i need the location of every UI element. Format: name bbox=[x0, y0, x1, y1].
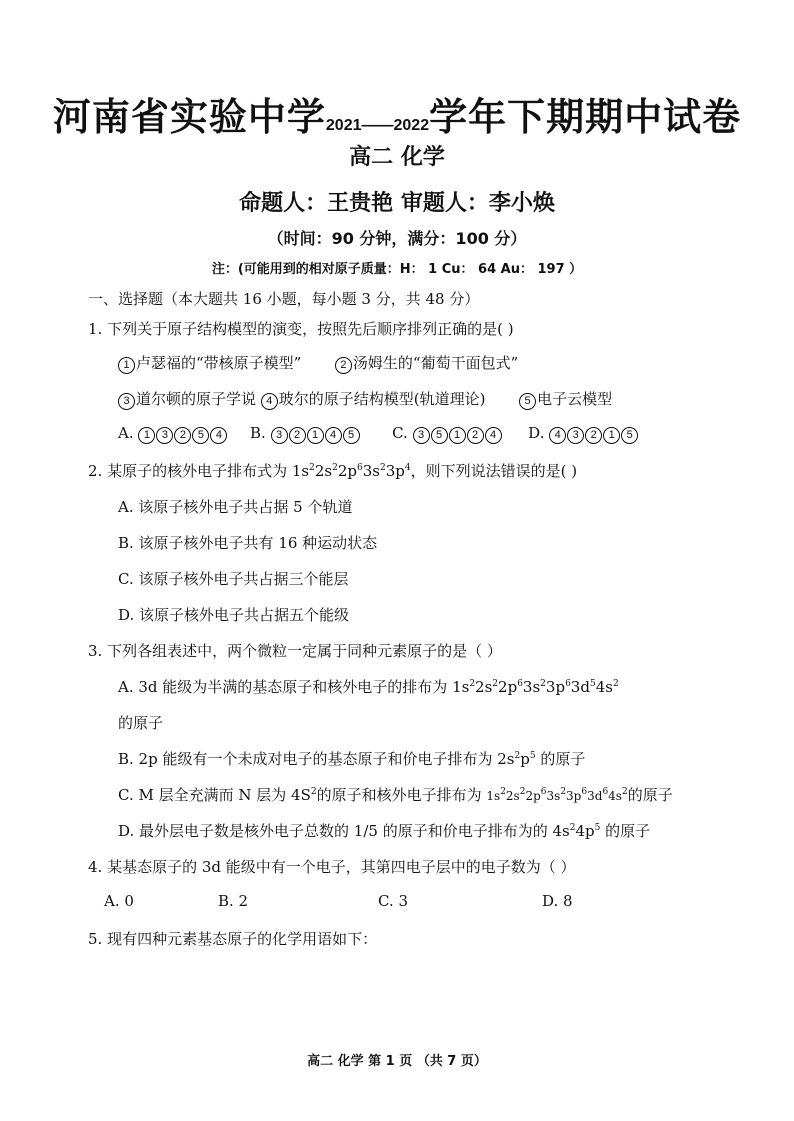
q4-option-d[interactable]: D. 8 bbox=[542, 892, 573, 910]
q1-option-d[interactable]: D. 4 3 2 1 5 bbox=[528, 424, 639, 442]
q1-items-row2: 3 道尔顿的原子学说 4 玻尔的原子结构模型(轨道理论) 5 电子云模型 bbox=[118, 388, 612, 410]
circled-number: 4 bbox=[261, 393, 278, 410]
exam-time: （时间：90 分钟，满分：100 分） bbox=[267, 229, 527, 248]
circled-number: 1 bbox=[118, 357, 135, 374]
q4-option-a[interactable]: A. 0 bbox=[104, 892, 134, 910]
q3-option-a[interactable]: A. 3d 能级为半满的基态原子和核外电子的排布为 $1s^22s^22p^63s^23p^63d^54s^2$ bbox=[118, 678, 619, 696]
q1-option-c[interactable]: C. 3 5 1 2 4 bbox=[392, 424, 503, 442]
q5-stem: 5. 现有四种元素基态原子的化学用语如下： bbox=[88, 930, 378, 948]
q2-stem: 2. 某原子的核外电子排布式为 $1s^22s^22p^63s^23p^4$，则下列说法错误的是( ) bbox=[88, 462, 578, 480]
q4-option-b[interactable]: B. 2 bbox=[218, 892, 249, 910]
exam-year: 2021——2022 bbox=[325, 117, 430, 134]
section-heading: 一、选择题（本大题共 16 小题，每小题 3 分，共 48 分） bbox=[88, 290, 480, 308]
q3-stem: 3. 下列各组表述中，两个微粒一定属于同种元素原子的是（ ） bbox=[88, 642, 502, 660]
circled-number: 2 bbox=[335, 357, 352, 374]
q1-options bbox=[118, 424, 639, 444]
q4-stem: 4. 某基态原子的 3d 能级中有一个电子，其第四电子层中的电子数为（ ） bbox=[88, 858, 576, 876]
q1-stem: 1. 下列关于原子结构模型的演变，按照先后顺序排列正确的是( ) bbox=[88, 320, 514, 338]
q2-option-a[interactable]: A. 该原子核外电子共占据 5 个轨道 bbox=[118, 498, 353, 516]
q3-option-d[interactable]: D. 最外层电子数是核外电子总数的 1/5 的原子和价电子排布为的 $4s^24p^5$ 的原子 bbox=[118, 822, 651, 840]
circled-number: 3 bbox=[118, 393, 135, 410]
q1-items-row1: 1 卢瑟福的“带核原子模型” 2 汤姆生的“葡萄干面包式” bbox=[118, 352, 518, 374]
q2-option-d[interactable]: D. 该原子核外电子共占据五个能级 bbox=[118, 606, 350, 624]
atomic-mass-note: 注：(可能用到的相对原子质量：H： 1 Cu： 64 Au： 197 ） bbox=[211, 262, 583, 277]
q1-option-b[interactable]: B. 3 2 1 4 5 bbox=[250, 424, 361, 442]
q3-option-c[interactable]: C. M 层全充满而 N 层为 $4S^2$的原子和核外电子排布为 $1s^22s^22p^63s^23p^63d^64s^2$的原子 bbox=[118, 786, 673, 804]
q4-option-c[interactable]: C. 3 bbox=[378, 892, 409, 910]
exam-subtitle: 高二 化学 bbox=[349, 145, 445, 170]
q3-option-b[interactable]: B. 2p 能级有一个未成对电子的基态原子和价电子排布为 $2s^2p^5$ 的原子 bbox=[118, 750, 586, 768]
exam-title: 河南省实验中学2021——2022学年下期期中试卷 bbox=[52, 95, 742, 139]
q2-option-c[interactable]: C. 该原子核外电子共占据三个能层 bbox=[118, 570, 349, 588]
page-footer: 高二 化学 第 1 页 （共 7 页） bbox=[307, 1054, 487, 1069]
exam-authors: 命题人：王贵艳 审题人：李小焕 bbox=[239, 191, 555, 216]
q3-option-a-cont: 的原子 bbox=[118, 714, 164, 732]
q1-option-a[interactable]: A. 1 3 2 5 4 bbox=[118, 424, 228, 442]
q2-option-b[interactable]: B. 该原子核外电子共有 16 种运动状态 bbox=[118, 534, 378, 552]
circled-number: 5 bbox=[519, 393, 536, 410]
